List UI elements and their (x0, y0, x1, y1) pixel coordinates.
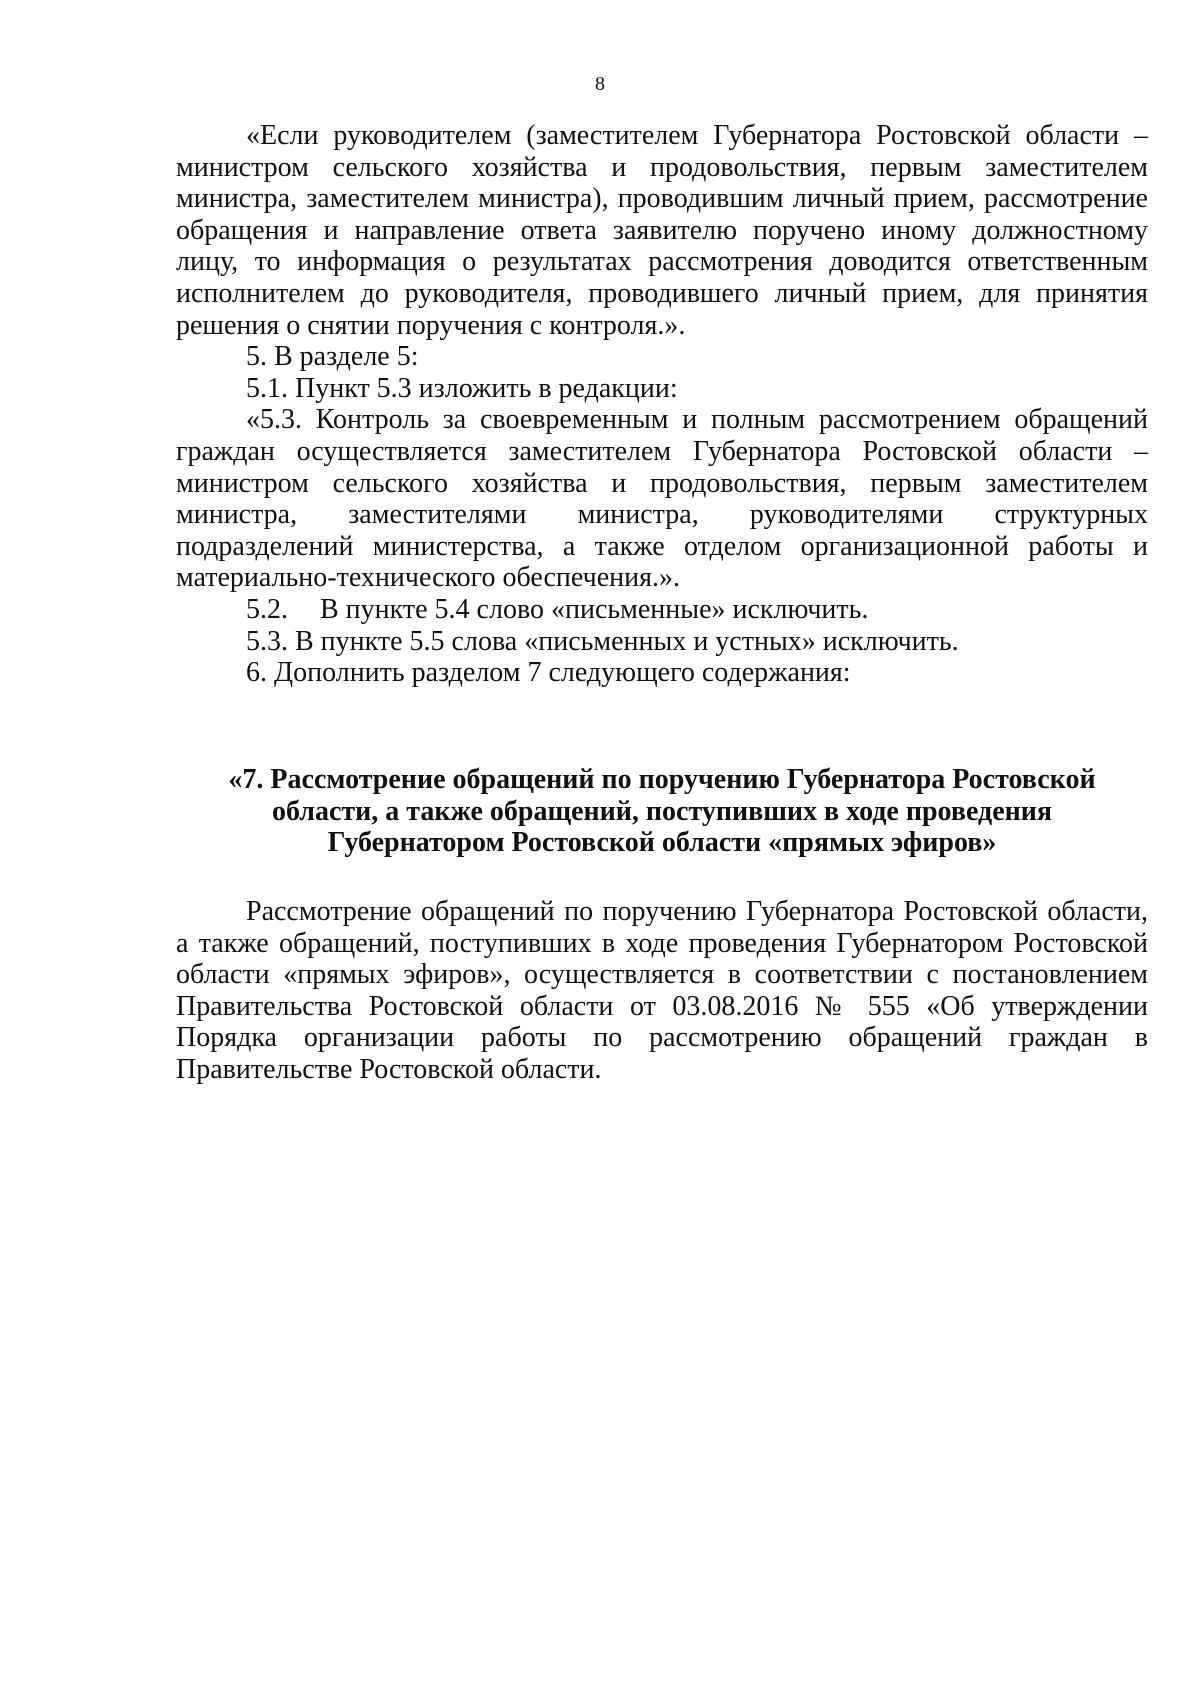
section-7-heading-line-1: «7. Рассмотрение обращений по поручению Губернатора Ростовской (228, 764, 1096, 795)
item-5-2-number: 5.2. (246, 593, 288, 625)
item-5: 5. В разделе 5: (246, 341, 419, 373)
section-7-body (176, 896, 1148, 1086)
item-5-3: 5.3. В пункте 5.5 слова «письменных и устных» исключить. (246, 625, 959, 657)
item-6: 6. Дополнить разделом 7 следующего содержания: (246, 657, 851, 689)
quoted-paragraph: «Если руководителем (заместителем Губернатора Ростовской области – министром сельского хозяйства и продовольствия, первым заместителем министра, заместителем министра), проводившим личный прием, рассмотрение обращения и направление ответа заявителю поручено иному должностному лицу, то информация о результатах рассмотрения доводится ответственным исполнителем до руководителя, проводившего личный прием, для принятия решения о снятии поручения с контроля.». (176, 120, 1148, 341)
section-7-heading (176, 764, 1148, 859)
item-5-2 (176, 594, 1148, 626)
item-5-2-text: В пункте 5.4 слово «письменные» исключить. (320, 593, 869, 625)
section-7-heading-line-2: области, а также обращений, поступивших в ходе проведения (271, 795, 1053, 827)
section-7-paragraph: Рассмотрение обращений по поручению Губернатора Ростовской области, а также обращений, поступивших в ходе проведения Губернатором Ростовской области «прямых эфиров», осуществляется в соответствии с постановлением Правительства Ростовской области от 03.08.2016 № 555 «Об утверждении Порядка организации работы по рассмотрению обращений граждан в Правительстве Ростовской области. (176, 896, 1148, 1085)
item-5-1: 5.1. Пункт 5.3 изложить в редакции: (246, 372, 678, 404)
document-body (176, 120, 1148, 689)
page-number: 8 (595, 73, 605, 95)
section-7-heading-line-3: Губернатором Ростовской области «прямых эфиров» (327, 827, 997, 859)
item-5-3-new-text: «5.3. Контроль за своевременным и полным рассмотрением обращений граждан осуществляется заместителем Губернатора Ростовской области – министром сельского хозяйства и продовольствия, первым заместителем министра, заместителями министра, руководителями структурных подразделений министерства, а также отделом организационной работы и материально-технического обеспечения.». (176, 404, 1148, 594)
